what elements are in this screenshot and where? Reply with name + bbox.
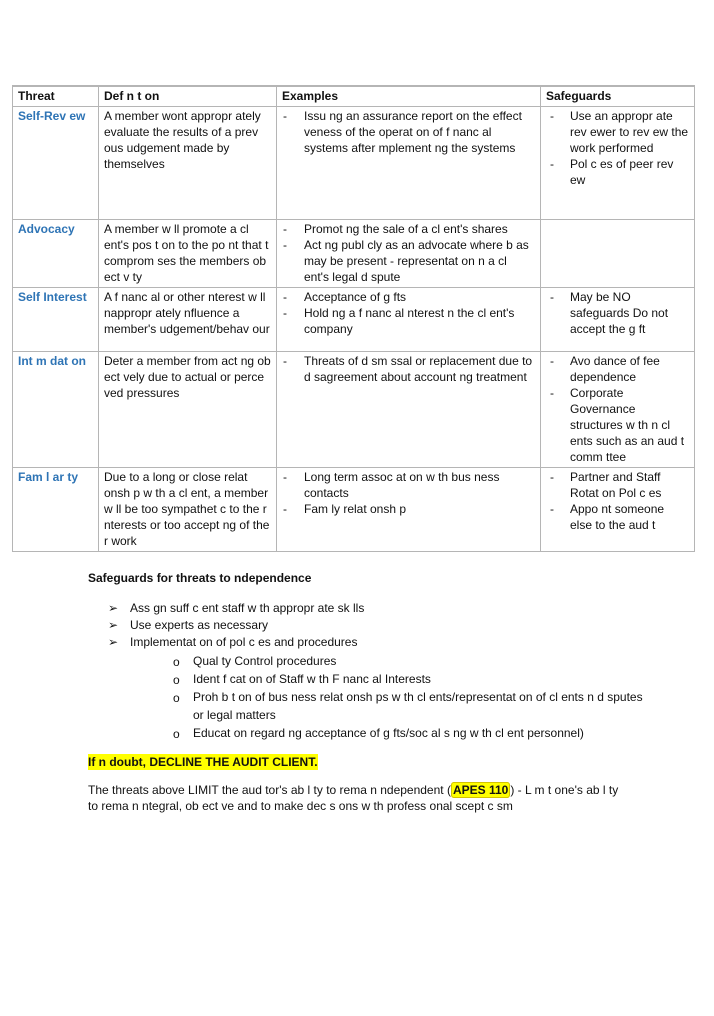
safeguard-item: - Corporate Governance structures w th n cl ents such as an aud t comm ttee [546, 385, 689, 465]
sub-list-item [173, 652, 648, 670]
section-title: Safeguards for threats to ndependence [88, 571, 312, 585]
example-item: - Fam ly relat onsh p [282, 501, 535, 517]
example-item: - Hold ng a f nanc al nterest n the cl ent's company [282, 305, 535, 337]
table-row [13, 220, 695, 288]
safeguard-item: - Appo nt someone else to the aud t [546, 501, 689, 533]
safeguard-item: - Avo dance of fee dependence [546, 353, 689, 385]
threat-cell: Fam l ar ty [13, 468, 99, 552]
threat-cell: Advocacy [13, 220, 99, 288]
decline-highlight: If n doubt, DECLINE THE AUDIT CLIENT. [88, 755, 318, 769]
table-row [13, 107, 695, 220]
threat-cell: Self-Rev ew [13, 107, 99, 220]
example-item: - Issu ng an assurance report on the effect veness of the operat on of f nanc al systems after mplement ng the systems [282, 108, 535, 156]
header-threat: Threat [13, 86, 99, 107]
example-item: - Long term assoc at on w th bus ness contacts [282, 469, 535, 501]
safeguards-notes [88, 570, 648, 814]
example-item: - Act ng publ cly as an advocate where b as may be present - representat on n a cl ent's legal d spute [282, 237, 535, 285]
sub-list-item-text: Ident f cat on of Staff w th F nanc al Interests [193, 672, 431, 686]
examples-cell [277, 468, 541, 552]
list-item [108, 600, 648, 617]
safeguard-item: - Use an appropr ate rev ewer to rev ew the work performed [546, 108, 689, 156]
independence-paragraph [88, 782, 628, 814]
list-item-text: Implementat on of pol c es and procedures [130, 635, 358, 649]
examples-cell [277, 288, 541, 352]
list-item-text: Ass gn suff c ent staff w th appropr ate sk lls [130, 601, 365, 615]
threats-table [12, 85, 695, 552]
sub-list-item [173, 670, 648, 688]
safeguard-item: - Pol c es of peer rev ew [546, 156, 689, 188]
list-item-text: Use experts as necessary [130, 618, 269, 632]
arrow-bullet-icon: ➢ [108, 635, 119, 649]
definition-cell: Due to a long or close relat onsh p w th a cl ent, a member w ll be too sympathet c to the r nterests or too accept ng of the r work [99, 468, 277, 552]
safeguards-cell [541, 468, 695, 552]
example-item: - Threats of d sm ssal or replacement due to d sagreement about account ng treatment [282, 353, 535, 385]
circle-bullet-icon: o [173, 727, 180, 741]
examples-cell [277, 107, 541, 220]
definition-cell: A f nanc al or other nterest w ll nappropr ately nfluence a member's udgement/behav our [99, 288, 277, 352]
safeguard-bullet-list [88, 600, 648, 742]
threat-cell: Int m dat on [13, 352, 99, 468]
example-item: - Acceptance of g fts [282, 289, 535, 305]
safeguard-item: - May be NO safeguards Do not accept the g ft [546, 289, 689, 337]
threat-cell: Self Interest [13, 288, 99, 352]
sub-bullet-list [130, 652, 648, 742]
arrow-bullet-icon: ➢ [108, 618, 119, 632]
safeguards-cell [541, 288, 695, 352]
paragraph-text-start: The threats above LIMIT the aud tor's ab l ty to rema n ndependent ( [88, 783, 451, 797]
circle-bullet-icon: o [173, 655, 180, 669]
sub-list-item-text: Qual ty Control procedures [193, 654, 337, 668]
table-header-row [13, 86, 695, 107]
example-item: - Promot ng the sale of a cl ent's shares [282, 221, 535, 237]
circle-bullet-icon: o [173, 673, 180, 687]
sub-list-item-text: Educat on regard ng acceptance of g fts/soc al s ng w th cl ent personnel) [193, 726, 584, 740]
table-row [13, 288, 695, 352]
decline-line [88, 742, 648, 770]
circle-bullet-icon: o [173, 691, 180, 705]
sub-list-item [173, 688, 648, 724]
safeguard-item: - Partner and Staff Rotat on Pol c es [546, 469, 689, 501]
table-row [13, 352, 695, 468]
list-item [108, 617, 648, 634]
header-examples: Examples [277, 86, 541, 107]
safeguards-cell [541, 107, 695, 220]
sub-list-item-text: Proh b t on of bus ness relat onsh ps w th cl ents/representat on of cl ents n d sputes or legal matters [193, 690, 643, 722]
definition-cell: A member wont appropr ately evaluate the results of a prev ous udgement made by themselves [99, 107, 277, 220]
apes-110-badge: APES 110 [452, 783, 509, 797]
examples-cell [277, 352, 541, 468]
header-safeguards: Safeguards [541, 86, 695, 107]
definition-cell: Deter a member from act ng ob ect vely due to actual or perce ved pressures [99, 352, 277, 468]
safeguards-cell [541, 352, 695, 468]
sub-list-item [173, 724, 648, 742]
table-row [13, 468, 695, 552]
examples-cell [277, 220, 541, 288]
header-definition: Def n t on [99, 86, 277, 107]
arrow-bullet-icon: ➢ [108, 601, 119, 615]
list-item [108, 634, 648, 742]
safeguards-cell [541, 220, 695, 288]
paragraph-text-end: ) - L m t one's ab l ty to rema n ntegral, ob ect ve and to make dec s ons w th profess onal scept c sm [88, 783, 619, 813]
definition-cell: A member w ll promote a cl ent's pos t on to the po nt that t comprom ses the members ob ect v ty [99, 220, 277, 288]
